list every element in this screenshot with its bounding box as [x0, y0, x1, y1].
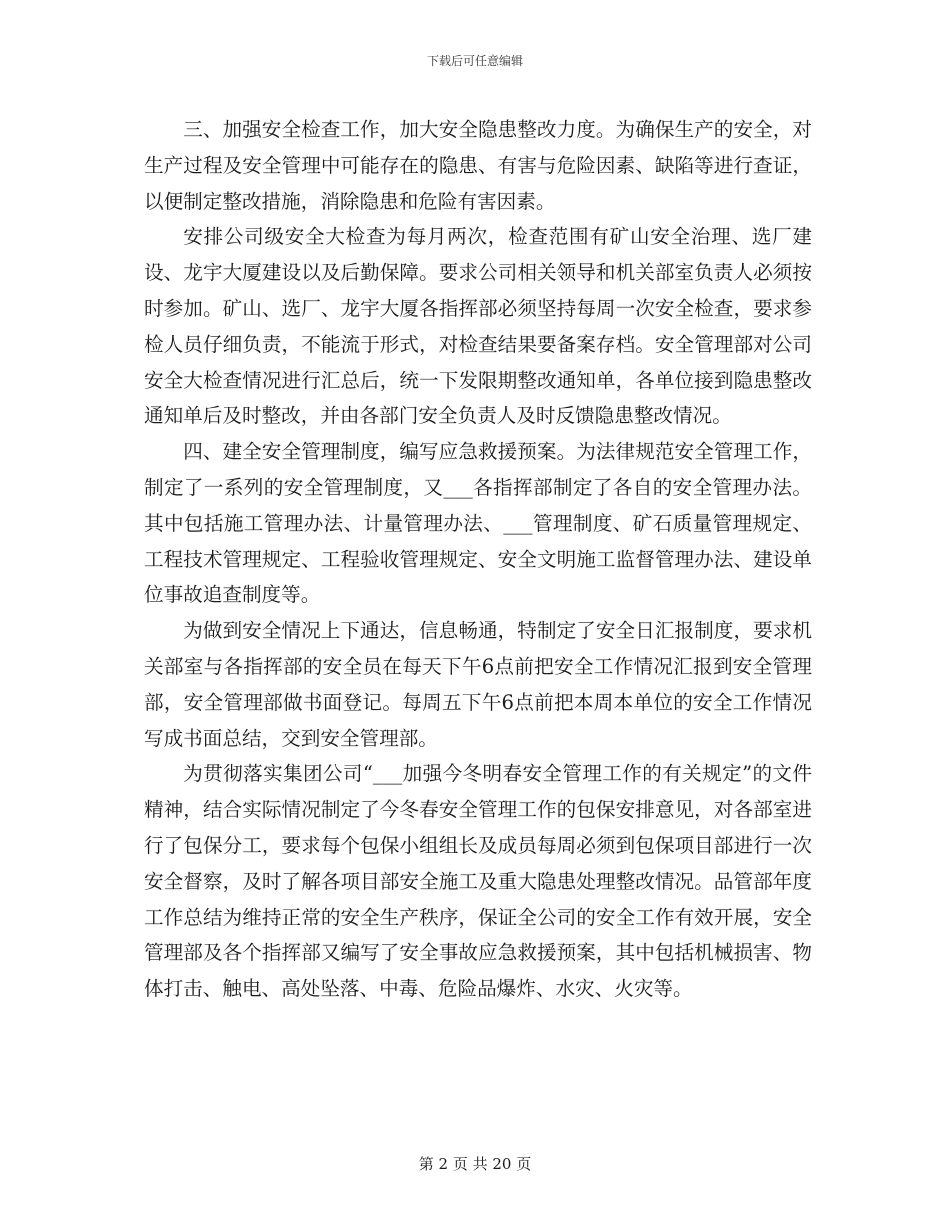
page-header-note: 下载后可任意编辑: [426, 54, 523, 68]
paragraph-inspection: 三、加强安全检查工作，加大安全隐患整改力度。为确保生产的安全，对生产过程及安全管理中可能存在的隐患、有害与危险因素、缺陷等进行查证，以便制定整改措施，消除隐患和危险有害因素。: [144, 118, 812, 213]
paragraph-management-system: 四、建全安全管理制度，编写应急救援预案。为法律规范安全管理工作，制定了一系列的安全管理制度，又___各指挥部制定了各自的安全管理办法。其中包括施工管理办法、计量管理办法、___管理制度、矿石质量管理规定、工程技术管理规定、工程验收管理规定、安全文明施工监督管理办法、建设单位事故追查制度等。: [144, 440, 812, 607]
paragraph-emergency-plan: 为贯彻落实集团公司“___加强今冬明春安全管理工作的有关规定”的文件精神，结合实际情况制定了今冬春安全管理工作的包保安排意见，对各部室进行了包保分工，要求每个包保小组组长及成员每周必须到包保项目部进行一次安全督察，及时了解各项目部安全施工及重大隐患处理整改情况。品管部年度工作总结为维持正常的安全生产秩序，保证全公司的安全工作有效开展，安全管理部及各个指挥部又编写了安全事故应急救援预案，其中包括机械损害、物体打击、触电、高处坠落、中毒、危险品爆炸、水灾、火灾等。: [144, 762, 812, 1001]
paragraph-inspection-schedule: 安排公司级安全大检查为每月两次，检查范围有矿山安全治理、选厂建设、龙宇大厦建设以及后勤保障。要求公司相关领导和机关部室负责人必须按时参加。矿山、选厂、龙宇大厦各指挥部必须坚持每周一次安全检查，要求参检人员仔细负责，不能流于形式，对检查结果要备案存档。安全管理部对公司安全大检查情况进行汇总后，统一下发限期整改通知单，各单位接到隐患整改通知单后及时整改，并由各部门安全负责人及时反馈隐患整改情况。: [144, 225, 812, 428]
document-body: [144, 112, 812, 1007]
page-number: 第 2 页 共 20 页: [418, 1155, 532, 1173]
paragraph-daily-report: 为做到安全情况上下通达，信息畅通，特制定了安全日汇报制度，要求机关部室与各指挥部的安全员在每天下午6点前把安全工作情况汇报到安全管理部，安全管理部做书面登记。每周五下午6点前把本周本单位的安全工作情况写成书面总结，交到安全管理部。: [144, 619, 812, 750]
